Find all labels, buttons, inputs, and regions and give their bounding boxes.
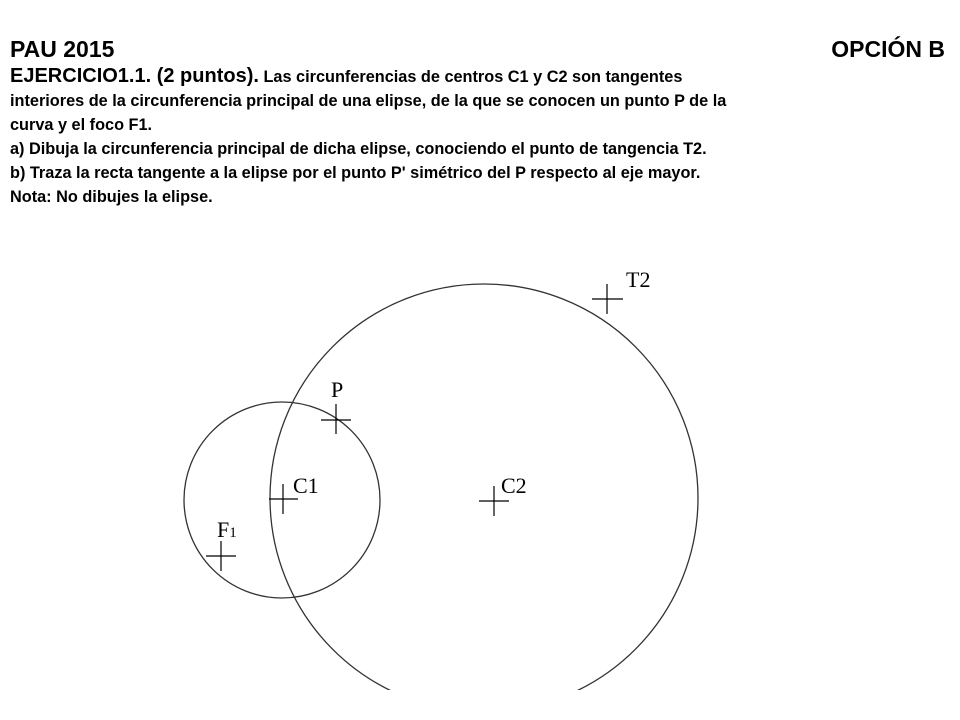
label-t2: T2: [626, 267, 651, 292]
label-f1: [217, 517, 237, 542]
part-a: a) Dibuja la circunferencia principal de dicha elipse, conociendo el punto de tangencia T2.: [10, 140, 707, 158]
note: Nota: No dibujes la elipse.: [10, 188, 213, 206]
exercise-number: EJERCICIO1.1. (2 puntos).: [10, 65, 259, 87]
part-b: b) Traza la recta tangente a la elipse por el punto P' simétrico del P respecto al eje mayor.: [10, 164, 701, 182]
label-f1-main: F: [217, 517, 230, 542]
statement-line-2: interiores de la circunferencia principal de una elipse, de la que se conocen un punto P de la: [10, 92, 727, 110]
cross-p: [321, 404, 351, 434]
label-p: P: [331, 377, 344, 402]
statement-line-1-text: Las circunferencias de centros C1 y C2 son tangentes: [258, 68, 683, 86]
label-c1: C1: [293, 473, 319, 498]
option-title: OPCIÓN B: [831, 36, 945, 62]
label-c2: C2: [501, 473, 527, 498]
circle-c2: [270, 284, 698, 712]
cross-t2: [592, 284, 623, 314]
label-f1-sub: 1: [229, 525, 237, 541]
exam-title: PAU 2015: [10, 36, 115, 62]
statement-line-3: curva y el foco F1.: [10, 116, 153, 134]
